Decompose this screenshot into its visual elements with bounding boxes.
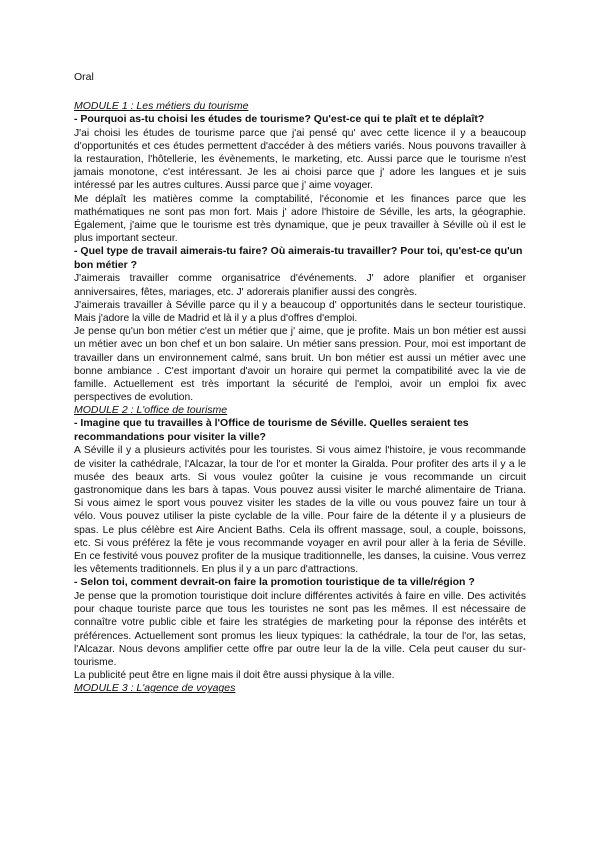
- module-1-heading: MODULE 1 : Les métiers du tourisme: [74, 100, 249, 112]
- module-2-answer-1: A Séville il y a plusieurs activités pour les touristes. Si vous aimez l'histoire, je vous recommande de visiter la cathédrale, l'Alcazar, la tour de l'or et monter la Giralda. Pour profiter des arts il y a le musée des beaux arts. Si vous voulez goûter la cuisine je vous recommande un circuit gastronomique dans les bars à tapas. Vous pouvez aussi visiter le marché alimentaire de Triana. Si vous aimez le sport vous pouvez visiter les stades de la ville ou vous pouvez faire un tour à vélo. Vous pouvez utiliser la piste cyclable de la ville. Pour faire de la détente il y a plusieurs de spas. Le plus célèbre est Aire Ancient Baths. Cela ils offrent massage, soul, a couple, boissons, etc. Si vous préférez la fête je vous recommande voyager en avril pour aller à la feria de Séville. En ce festivité vous pouvez profiter de la musique traditionnelle, les danses, la cuisine. Vous verrez les vêtements traditionnels. En plus il y a un parc d'attractions.: [74, 445, 526, 576]
- module-2-answer-2: Je pense que la promotion touristique doit inclure différentes activités à faire en ville. Des activités pour chaque touriste parce que tous les touristes ne sont pas les mêmes. Il est nécessaire de connaître votre public cible et faire les stratégies de marketing pour la réponse des intérêts et préférences. Actuellement sont promus les lieux typiques: la cathédrale, la tour de l'or, las setas, l'Alcazar. Nous devons amplifier cette offre par outre leur la de la ville. Cela peut causer du sur-tourisme.: [74, 590, 526, 668]
- module-1-question-2: - Quel type de travail aimerais-tu faire? Où aimerais-tu travailler? Pour toi, qu'est-ce qu'un bon métier ?: [74, 245, 523, 271]
- module-2-answer-3: La publicité peut être en ligne mais il doit être aussi physique à la ville.: [74, 670, 395, 682]
- document-title: Oral: [74, 71, 94, 83]
- module-1-answer-4: J'aimerais travailler à Séville parce qu il y a beaucoup d' opportunités dans le secteur touristique. Mais j'adore la ville de Madrid et là il y a plus d'offres d'emploi.: [74, 299, 526, 324]
- module-2-question-1: - Imagine que tu travailles à l'Office de tourisme de Séville. Quelles seraient tes recommandations pour visiter la ville?: [74, 417, 469, 443]
- module-3-heading: MODULE 3 : L'agence de voyages: [74, 682, 236, 695]
- module-2-heading: MODULE 2 : L'office de tourisme: [74, 404, 228, 417]
- module-1-answer-3: J'aimerais travailler comme organisatrice d'événements. J' adore planifier et organiser anniversaires, fêtes, mariages, etc. J' adorerais planifier aussi des congrès.: [74, 273, 526, 298]
- module-1-answer-5: Je pense qu'un bon métier c'est un métier que j' aime, que je profite. Mais un bon métier est aussi un métier avec un bon chef et un bon salaire. Un métier sans pression. Pour, moi est important de travailler dans un environnement calmé, sans bruit. Un bon métier est aussi un métier avec une bonne ambiance . C'est important d'avoir un horaire qui permet la compatibilité avec la vie de famille. Actuellement est très important la sécurité de l'emploi, avoir un emploi fix avec perspectives de evolution.: [74, 326, 526, 404]
- document-page: [74, 70, 526, 695]
- module-1-question-1: - Pourquoi as-tu choisi les études de tourisme? Qu'est-ce qui te plaît et te déplaît?: [74, 113, 485, 125]
- module-1-answer-2: Me déplaît les matières comme la comptabilité, l'économie et les finances parce que les mathématiques ne sont pas mon fort. Mais j' adore l'histoire de Séville, les arts, la géographie. Également, j'aime que le tourisme est très dynamique, que je peux travailler à Séville où il est le plus important secteur.: [74, 193, 526, 245]
- module-1-answer-1: J'ai choisi les études de tourisme parce que j'ai pensé qu' avec cette licence il y a beaucoup d'opportunités et ces études permettent d'accéder à des métiers variés. Nous pouvons travailler à la restauration, l'hôtellerie, les évènements, le marketing, etc. Aussi parce que le tourisme n'est jamais monotone, c'est intéressant. Je les ai choisi parce que j' adore les langues et je suis intéressé par les autres cultures. Aussi parce que j' aime voyager.: [74, 127, 526, 192]
- module-2-question-2: - Selon toi, comment devrait-on faire la promotion touristique de ta ville/région ?: [74, 576, 475, 589]
